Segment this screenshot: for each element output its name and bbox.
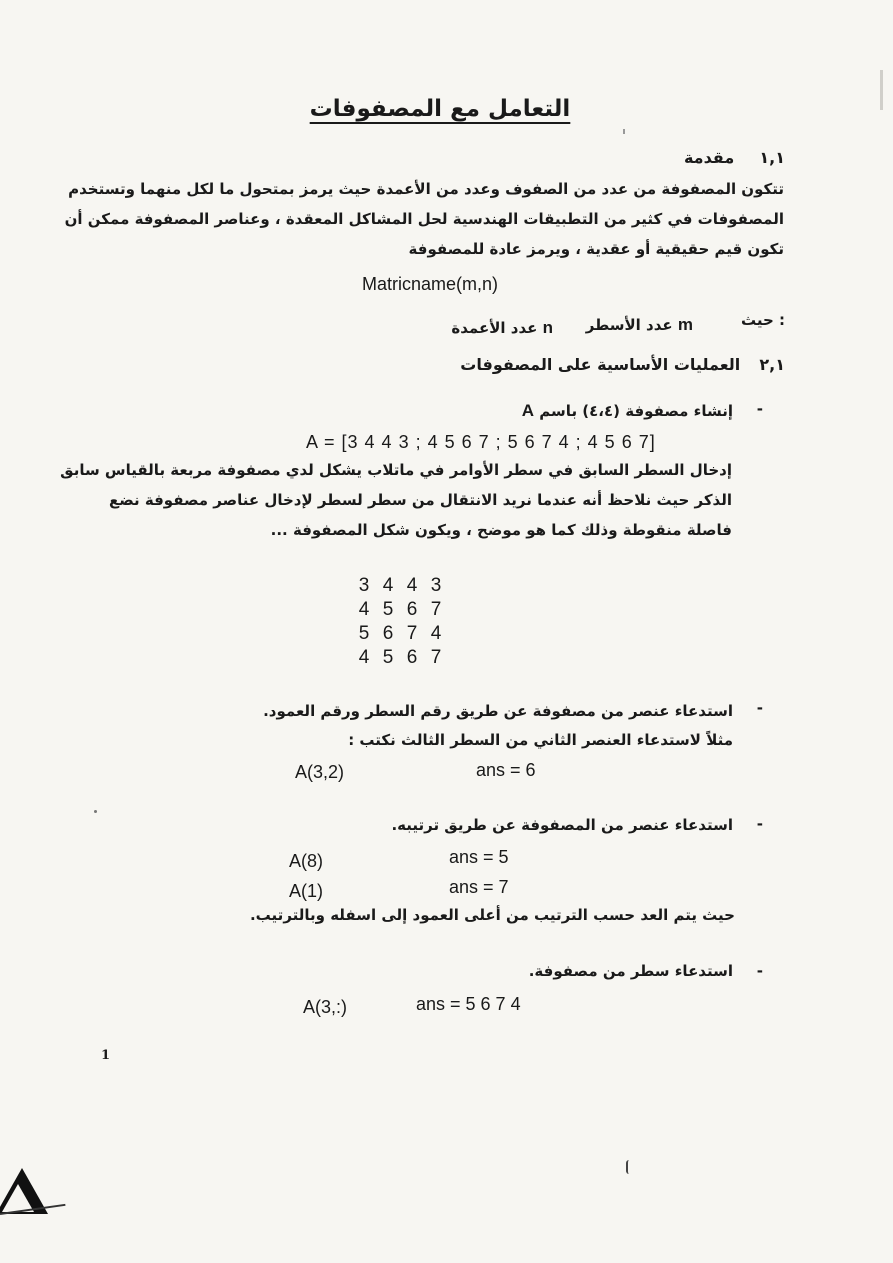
where-label: حيث : xyxy=(740,311,785,329)
command-text: A(8) xyxy=(289,851,324,871)
matrix-cell: 4 xyxy=(430,623,442,644)
scan-edge xyxy=(880,70,883,110)
command-text: A(3,2) xyxy=(295,762,345,782)
matrix-row xyxy=(352,598,448,622)
result-text: ans = 7 xyxy=(449,877,509,897)
item-create-matrix xyxy=(522,401,733,421)
paragraph-line: فاصلة منقوطة وذلك كما هو موضح ، ويكون شكل المصفوفة ... xyxy=(270,521,732,539)
result-text: ans = 6 xyxy=(476,760,536,780)
n-variable: n xyxy=(542,318,553,337)
matrix-row xyxy=(352,574,448,598)
matrix-cell: 4 xyxy=(358,647,370,668)
command-text: A(3,:) xyxy=(303,997,348,1017)
m-variable: m xyxy=(677,315,693,334)
matrix-cell: 5 xyxy=(358,623,370,644)
matrix-display xyxy=(352,574,448,670)
scan-speck xyxy=(623,129,625,134)
n-definition xyxy=(451,318,553,338)
create-command: A = [3 4 4 3 ; 4 5 6 7 ; 5 6 7 4 ; 4 5 6 7] xyxy=(306,432,656,452)
matrix-cell: 6 xyxy=(382,623,394,644)
matrix-cell: 3 xyxy=(358,575,370,596)
matrix-cell: 3 xyxy=(430,575,442,596)
matrix-cell: 5 xyxy=(382,599,394,620)
bullet: - xyxy=(756,699,763,717)
paragraph-line: إدخال السطر السابق في سطر الأوامر في ماتلاب يشكل لدي مصفوفة مربعة بالقياس سابق xyxy=(60,461,732,479)
item-element-by-order: استدعاء عنصر من المصفوفة عن طريق ترتيبه. xyxy=(391,816,733,834)
scan-speck xyxy=(94,810,97,813)
section-heading-operations xyxy=(460,355,785,374)
result-text: ans = 5 xyxy=(449,847,509,867)
bullet: - xyxy=(756,400,763,418)
section-title: مقدمة xyxy=(683,148,735,167)
section-title: العمليات الأساسية على المصفوفات xyxy=(460,355,741,374)
section-number: ٢,١ xyxy=(759,355,785,374)
matrix-cell: 5 xyxy=(382,647,394,668)
matrix-cell: 6 xyxy=(406,599,418,620)
matrix-cell: 7 xyxy=(430,647,442,668)
paragraph-line: الذكر حيث نلاحظ أنه عندما نريد الانتقال من سطر لسطر لإدخال عناصر مصفوفة نضع xyxy=(109,491,732,509)
scan-speck xyxy=(626,1160,632,1174)
example-text: مثلاً لاستدعاء العنصر الثاني من السطر الثالث نكتب : xyxy=(348,731,733,749)
order-note: حيث يتم العد حسب الترتيب من أعلى العمود إلى اسفله وبالترتيب. xyxy=(249,906,735,924)
m-description: عدد الأسطر xyxy=(585,316,673,334)
matrix-formula: Matricname(m,n) xyxy=(362,274,499,294)
intro-paragraph xyxy=(64,174,784,264)
page-title: التعامل مع المصفوفات xyxy=(309,96,571,122)
matrix-row xyxy=(352,646,448,670)
paragraph-line: تكون قيم حقيقية أو عقدية ، ويرمز عادة للمصفوفة xyxy=(408,240,784,258)
matrix-cell: 4 xyxy=(382,575,394,596)
paragraph-line: المصفوفات في كثير من التطبيقات الهندسية لحل المشاكل المعقدة ، وعناصر المصفوفة ممكن أن xyxy=(64,210,784,228)
m-definition xyxy=(586,315,693,335)
matrix-row xyxy=(352,622,448,646)
result-text: ans = 5 6 7 4 xyxy=(416,994,521,1014)
item-text: إنشاء مصفوفة (٤،٤) باسم xyxy=(539,402,733,420)
matrix-cell: 4 xyxy=(406,575,418,596)
command-text: A(1) xyxy=(289,881,324,901)
item-row-access: استدعاء سطر من مصفوفة. xyxy=(528,962,733,980)
section-heading-intro xyxy=(684,148,785,167)
matrix-cell: 7 xyxy=(406,623,418,644)
n-description: عدد الأعمدة xyxy=(451,319,538,337)
matrix-cell: 4 xyxy=(358,599,370,620)
matrix-cell: 7 xyxy=(430,599,442,620)
page-number: 1 xyxy=(101,1048,111,1063)
matrix-name: A xyxy=(521,401,535,420)
create-explanation xyxy=(60,455,732,545)
paragraph-line: تتكون المصفوفة من عدد من الصفوف وعدد من الأعمدة حيث يرمز بمتحول ما لكل منهما وتستخدم xyxy=(68,180,784,198)
matrix-cell: 6 xyxy=(406,647,418,668)
bullet: - xyxy=(756,962,763,980)
section-number: ١,١ xyxy=(759,148,785,167)
bullet: - xyxy=(756,815,763,833)
item-element-by-index: استدعاء عنصر من مصفوفة عن طريق رقم السطر ورقم العمود. xyxy=(263,702,733,720)
